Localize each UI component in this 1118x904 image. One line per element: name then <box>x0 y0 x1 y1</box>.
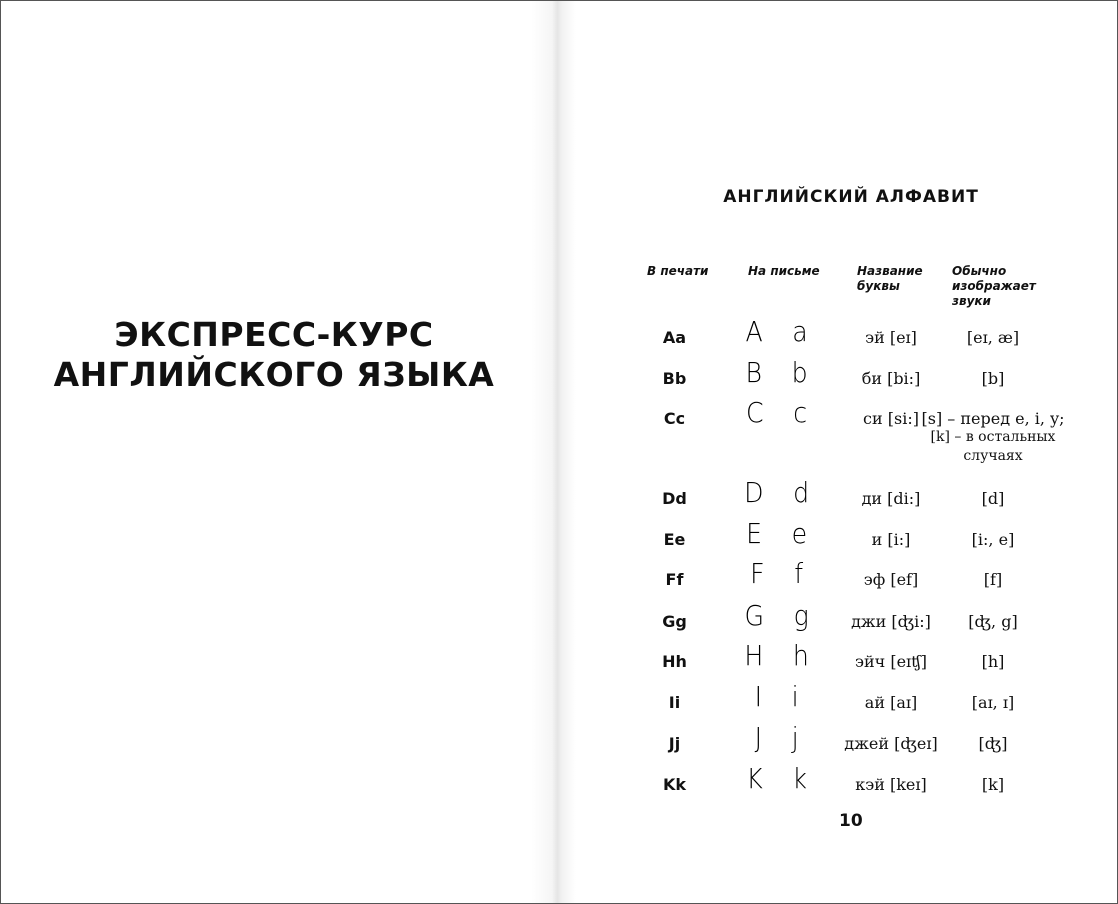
handwritten-letter: E e <box>746 517 818 550</box>
alphabet-row-c <box>557 396 1117 471</box>
book-title-line-1: ЭКСПРЕСС-КУРС <box>114 315 434 354</box>
alphabet-row-f <box>557 557 1117 600</box>
alphabet-row-i <box>557 680 1117 723</box>
handwritten-letter: H h <box>744 639 820 672</box>
handwritten-letter: D d <box>744 476 820 509</box>
handwritten-letter: F f <box>750 557 814 590</box>
sounds-line-3: случаях <box>963 448 1023 464</box>
header-letter-name: Название буквы <box>857 264 923 293</box>
letter-name: ди [di:] <box>861 489 921 508</box>
letter-name: кэй [keɪ] <box>855 775 927 794</box>
handwritten-letter: K k <box>746 762 818 795</box>
letter-sounds: [ʤ, g] <box>968 612 1018 631</box>
print-letter: Ee <box>663 530 686 549</box>
alphabet-row-d <box>557 476 1117 519</box>
letter-sounds: [k] <box>981 775 1005 794</box>
print-letter: Jj <box>668 734 681 753</box>
handwritten-letter: A a <box>745 315 819 348</box>
book-title-line-2: АНГЛИЙСКОГО ЯЗЫКА <box>53 355 495 394</box>
letter-sounds: [h] <box>981 652 1005 671</box>
letter-name: и [i:] <box>871 530 911 549</box>
letter-sounds: [eɪ, æ] <box>966 328 1020 347</box>
print-letter: Bb <box>662 369 687 388</box>
letter-sounds: [i:, e] <box>971 530 1015 549</box>
print-letter: Ii <box>668 693 681 712</box>
letter-name: эй [eɪ] <box>865 328 917 347</box>
alphabet-row-a <box>557 315 1117 358</box>
page-number: 10 <box>839 811 863 831</box>
handwritten-letter: J j <box>754 721 810 754</box>
letter-name: си [si:] <box>863 409 919 428</box>
alphabet-row-e <box>557 517 1117 560</box>
letter-sounds: [aɪ, ɪ] <box>971 693 1015 712</box>
header-sounds: Обычно изображает звуки <box>952 264 1036 308</box>
header-print: В печати <box>647 264 709 278</box>
handwritten-letter: B b <box>745 356 819 389</box>
left-page <box>1 1 557 903</box>
book-title <box>1 315 547 395</box>
print-letter: Gg <box>662 612 687 631</box>
print-letter: Hh <box>662 652 687 671</box>
letter-sounds: [d] <box>981 489 1005 508</box>
handwritten-letter: G g <box>744 599 820 632</box>
letter-sounds <box>917 409 1069 466</box>
print-letter: Ff <box>665 570 684 589</box>
sounds-line-1: [s] – перед e, i, y; <box>921 409 1065 428</box>
alphabet-row-h <box>557 639 1117 682</box>
letter-name: би [bi:] <box>861 369 921 388</box>
alphabet-row-g <box>557 599 1117 642</box>
letter-name: эф [ef] <box>863 570 919 589</box>
sounds-line-2: [k] – в остальных <box>930 429 1056 445</box>
letter-sounds: [f] <box>983 570 1003 589</box>
letter-name: эйч [eɪʧ] <box>855 652 927 671</box>
alphabet-row-k <box>557 762 1117 805</box>
alphabet-row-b <box>557 356 1117 399</box>
handwritten-letter: C c <box>746 396 818 429</box>
handwritten-letter: I i <box>754 680 810 713</box>
letter-sounds: [ʤ] <box>978 734 1008 753</box>
header-handwriting: На письме <box>748 264 820 278</box>
letter-name: джей [ʤeɪ] <box>844 734 938 753</box>
letter-name: ай [aɪ] <box>864 693 918 712</box>
print-letter: Kk <box>662 775 687 794</box>
alphabet-row-j <box>557 721 1117 764</box>
print-letter: Aa <box>662 328 687 347</box>
letter-name: джи [ʤi:] <box>851 612 931 631</box>
alphabet-title: АНГЛИЙСКИЙ АЛФАВИТ <box>723 187 979 207</box>
print-letter: Cc <box>663 409 686 428</box>
letter-sounds: [b] <box>981 369 1005 388</box>
right-page <box>557 1 1117 903</box>
print-letter: Dd <box>662 489 687 508</box>
